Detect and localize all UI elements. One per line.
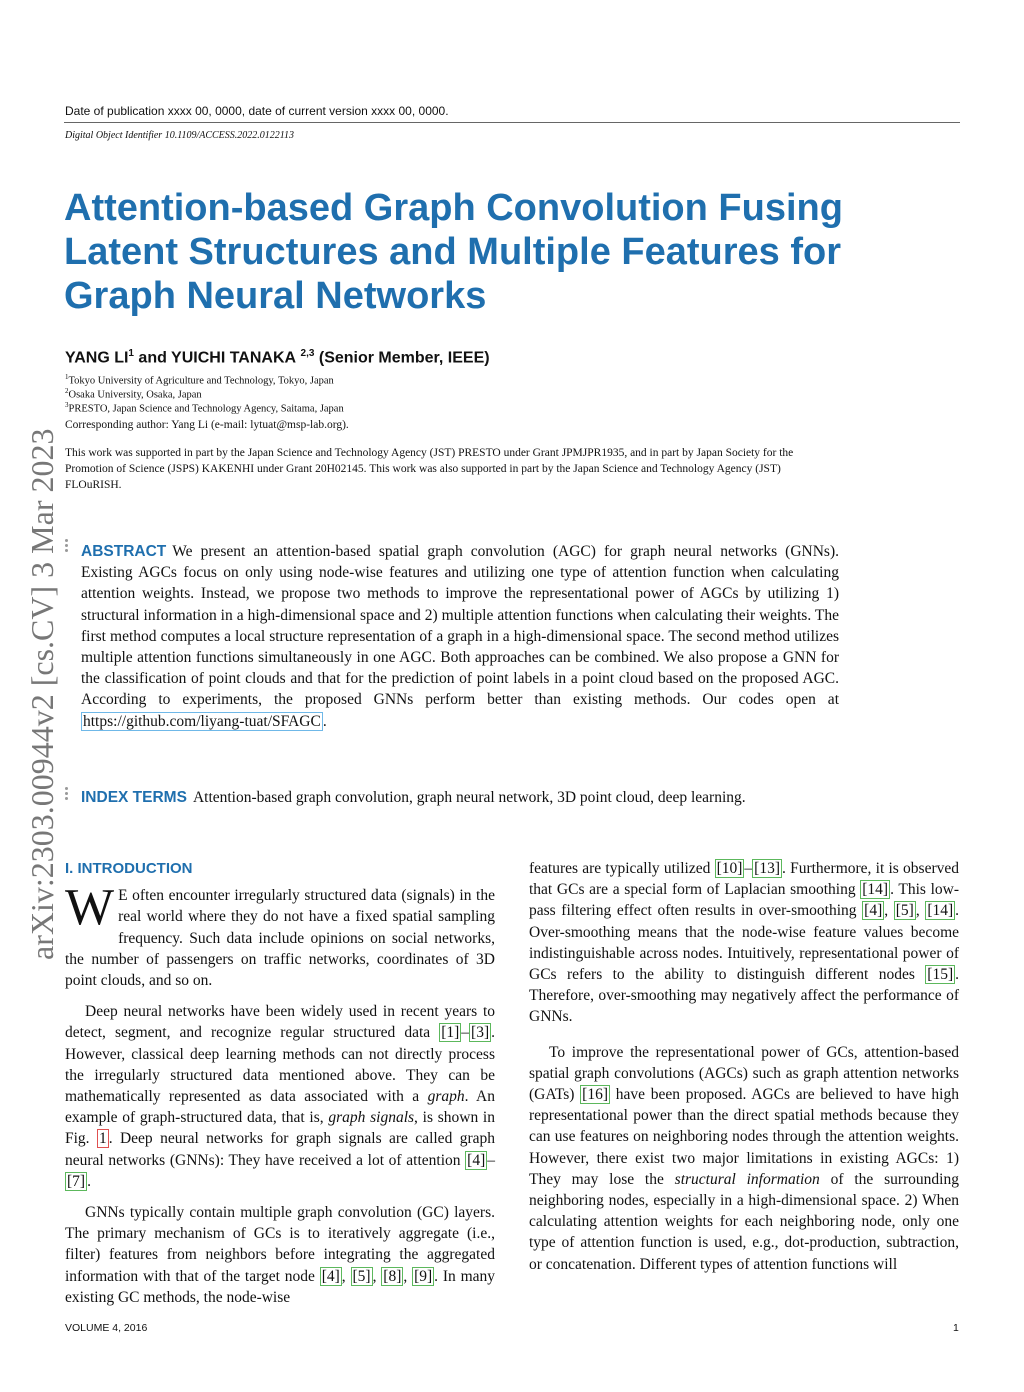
citation[interactable]: [4] [467, 1151, 486, 1169]
index-terms [81, 789, 841, 807]
author-2-note: (Senior Member, IEEE) [314, 349, 490, 367]
affiliation-3: $^3$PRESTO, Japan Science and Technology Agency, Saitama, Japan [65, 401, 344, 415]
paper-title: Attention-based Graph Convolution Fusing Latent Structures and Multiple Features for Graph Neural Networks [64, 187, 843, 317]
code-link[interactable]: https://github.com/liyang-tuat/SFAGC [83, 712, 321, 730]
abstract-marker [65, 537, 71, 554]
citation[interactable]: [13] [754, 860, 780, 877]
citation[interactable]: [16] [582, 1086, 608, 1104]
citation[interactable]: [10] [716, 860, 743, 877]
author-2: YUICHI TANAKA [171, 349, 297, 367]
footer-volume: VOLUME 4, 2016 [65, 1322, 148, 1334]
footer-page-number: 1 [953, 1322, 959, 1334]
intro-paragraph-3: GNNs typically contain multiple graph convolution (GC) layers. The primary mechanism of GCs is to iteratively aggregate (i.e., filter) features from neighbors before integrating the aggregated information with that of the target node [4] , [5] , [8] , [9] . In many existing GC methods, the node-wise [65, 1204, 496, 1306]
citation[interactable]: [7] [67, 1172, 86, 1190]
citation[interactable]: [14] [862, 881, 889, 899]
right-column [529, 858, 959, 1285]
author-and: and [133, 349, 172, 367]
citation[interactable]: [9] [414, 1267, 433, 1285]
citation[interactable]: [4] [864, 902, 883, 920]
doi: Digital Object Identifier 10.1109/ACCESS.2022.0122113 [65, 130, 295, 141]
index-marker [65, 785, 71, 802]
citation[interactable]: [14] [927, 902, 954, 920]
corresponding-author: Corresponding author: Yang Li (e-mail: lytuat@msp-lab.org). [65, 419, 349, 431]
left-column [65, 858, 495, 1318]
intro-paragraph-1: W E often encounter irregularly structured data (signals) in the real world where they do not have a fixed spatial sampling frequency. Such data include opinions on social networks, the number of passengers on traffic networks, coordinates of 3D point clouds, and so on. [65, 879, 495, 990]
abstract-label: ABSTRACT [81, 543, 167, 560]
affiliation-1: $^1$Tokyo University of Agriculture and Technology, Tokyo, Japan [65, 373, 334, 387]
index-terms-label: INDEX TERMS [81, 789, 187, 806]
author-line [65, 348, 490, 367]
author-1: YANG LI [65, 349, 129, 367]
intro-paragraph-2: Deep neural networks have been widely used in recent years to detect, segment, and recognize regular structured data [1] – [3] . However, classical deep learning methods can not directly process the irregularly structured data mentioned above. They can be mathematically represented as data associated with a graph. An example of graph-structured data, that is, graph signals, is shown in Fig. 1 . Deep neural networks for graph signals are called graph neural networks (GNNs): They have received a lot of attention [4] –[7] . [65, 1003, 495, 1190]
index-terms-text: Attention-based graph convolution, graph neural network, 3D point cloud, deep learning. [192, 789, 746, 806]
citation[interactable]: [15] [927, 966, 954, 984]
citation[interactable]: [4] [321, 1267, 340, 1285]
figure-ref[interactable]: 1 [98, 1130, 107, 1148]
intro-paragraph-4: features are typically utilized [10] – [13] . Furthermore, it is observed that GCs are a special form of Laplacian smoothing [14] . This low-pass filtering effect often results in over-smoothing [4] , [5] , [14] . Over-smoothing means that the node-wise feature values become indistinguishable across nodes. Intuitively, representational power of GCs refers to the ability to distinguish different nodes [15] . Therefore, over-smoothing may negatively affect the performance of GNNs. [529, 860, 960, 1026]
section-heading: I. INTRODUCTION [65, 860, 193, 877]
header-rule [64, 122, 960, 123]
author-1-affil: 1 [128, 348, 134, 359]
publication-date: Date of publication xxxx 00, 0000, date of current version xxxx 00, 0000. [65, 104, 449, 118]
citation[interactable]: [8] [383, 1267, 402, 1285]
drop-cap: W [65, 879, 115, 937]
abstract: ABSTRACT We present an attention-based spatial graph convolution (AGC) for graph neural networks (GNNs). Existing AGCs focus on only using node-wise features and utilizing one type of attention function when calculating attention weights. Instead, we propose two methods to improve the representational power of AGCs by utilizing 1) structural information in a high-dimensional space and 2) multiple attention functions when calculating their weights. The first method computes a local structure representation of a graph in a high-dimensional space. The second method utilizes multiple attention functions simultaneously in one AGC. Both approaches can be combined. We also propose a GNN for the classification of point clouds and that for the prediction of point labels in a point cloud based on the proposed AGC. According to experiments, the proposed GNNs perform better than existing methods. Our codes open at https://github.com/liyang-tuat/SFAGC . [81, 543, 839, 730]
author-2-affil: 2,3 [300, 348, 315, 359]
citation[interactable]: [3] [471, 1024, 490, 1042]
citation[interactable]: [1] [441, 1024, 460, 1042]
funding-note: This work was supported in part by the Japan Science and Technology Agency (JST) PRESTO under Grant JPMJPR1935, and in part by Japan Society for the Promotion of Science (JSPS) KAKENHI under Grant 20H02145. This work was also supported in part by the Japan Science and Technology Agency (JST) FLOuRISH. [65, 447, 794, 491]
citation[interactable]: [5] [352, 1267, 371, 1285]
abstract-text: We present an attention-based spatial graph convolution (AGC) for graph neural networks (GNNs). Existing AGCs focus on only using node-wise features and utilizing one type of attention function when calculating attention weights. Instead, we propose two methods to improve the representational power of AGCs by utilizing 1) structural information in a high-dimensional space and 2) multiple attention functions when calculating their weights. The first method computes a local structure representation of a graph in a high-dimensional space. The second method utilizes multiple attention functions simultaneously in one AGC. Both approaches can be combined. We also propose a GNN for the classification of point clouds and that for the prediction of point labels in a point cloud based on the proposed AGC. According to experiments, the proposed GNNs perform better than existing methods. Our codes open at [81, 543, 839, 709]
affiliation-2: $^2$Osaka University, Osaka, Japan [65, 387, 202, 401]
citation[interactable]: [5] [895, 902, 914, 920]
intro-paragraph-5: To improve the representational power of GCs, attention-based spatial graph convolutions (AGCs) such as graph attention networks (GATs) [16] have been proposed. AGCs are believed to have high representational power than the direct spatial methods because they can use features on neighboring nodes through the attention weights. However, there exist two major limitations in existing AGCs: 1) They may lose the structural information of the surrounding neighboring nodes, especially in a high-dimensional space. 2) When calculating attention weights for each neighboring node, only one type of attention function is used, e.g., dot-production, subtraction, or concatenation. Different types of attention functions will [529, 1043, 959, 1273]
arxiv-stamp: arXiv:2303.00944v2 [cs.CV] 3 Mar 2023 [24, 428, 60, 960]
